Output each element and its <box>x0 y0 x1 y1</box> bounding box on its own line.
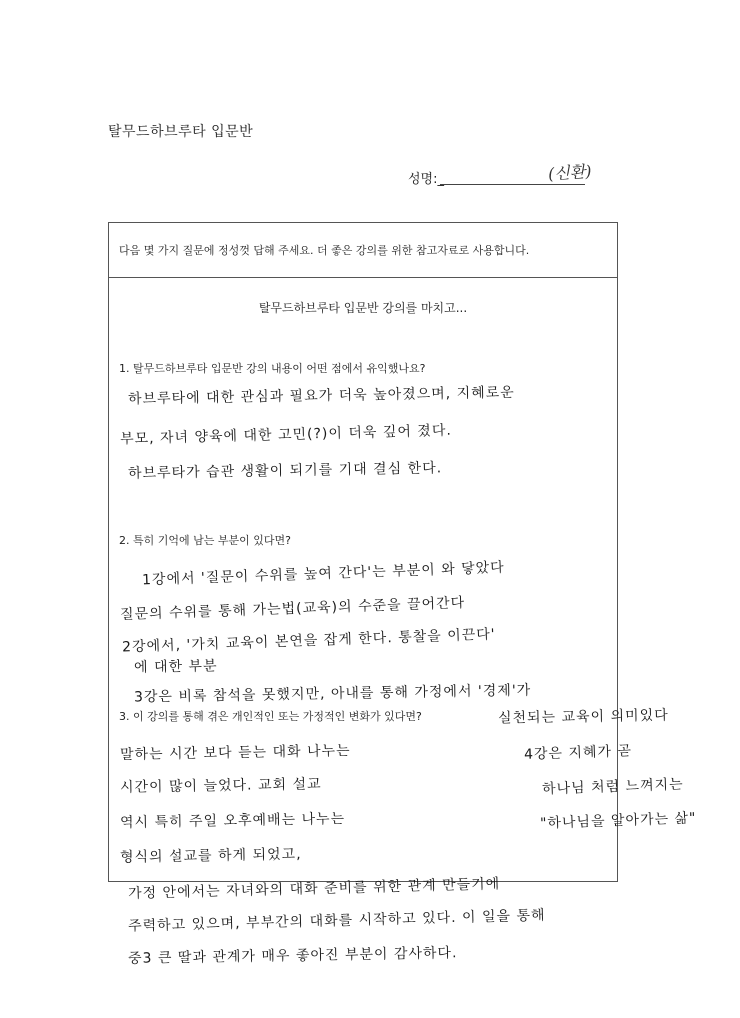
instructions: 다음 몇 가지 질문에 정성껏 답해 주세요. 더 좋은 강의를 위한 참고자료로 사용합니다. <box>109 223 617 278</box>
question-1: 1. 탈무드하브루타 입문반 강의 내용이 어떤 점에서 유익했나요? <box>119 362 426 375</box>
answer-3-line: 시간이 많이 늘었다. 교회 설교 <box>119 776 322 796</box>
page-title: 탈무드하브루타 입문반 <box>108 124 254 140</box>
side-note-line: "하나님을 알아가는 삶" <box>539 810 697 832</box>
answer-2-line: 질문의 수위를 통해 가는법(교육)의 수준을 끌어간다 <box>119 594 466 624</box>
name-line <box>440 184 585 185</box>
answer-2-line: 에 대한 부분 <box>133 658 218 676</box>
answer-1-line: 하브루타에 대한 관심과 필요가 더욱 높아졌으며, 지혜로운 <box>127 384 515 408</box>
answer-3-wide-line: 가정 안에서는 자녀와의 대화 준비를 위한 관계 만들기에 <box>127 876 501 902</box>
question-3: 3. 이 강의를 통해 겪은 개인적인 또는 가정적인 변화가 있다면? <box>119 710 422 723</box>
answer-2-line: 실천되는 교육이 의미있다 <box>497 707 669 727</box>
section-title: 탈무드하브루타 입문반 강의를 마치고... <box>258 301 468 315</box>
answer-3-wide-line: 주력하고 있으며, 부부간의 대화를 시작하고 있다. 이 일을 통해 <box>127 907 546 935</box>
answer-1-line: 하브루타가 습관 생활이 되기를 기대 결심 한다. <box>127 460 443 482</box>
answer-3-line: 말하는 시간 보다 듣는 대화 나누는 <box>119 742 351 764</box>
question-2: 2. 특히 기억에 남는 부분이 있다면? <box>119 534 291 547</box>
side-note-line: 4강은 지혜가 곧 <box>523 743 633 763</box>
answer-3-line: 형식의 설교를 하게 되었고, <box>119 846 302 866</box>
answer-2-line: 1강에서 '질문이 수위를 높여 간다'는 부분이 와 닿았다 <box>141 559 505 589</box>
side-note-line: 하나님 처럼 느껴지는 <box>541 776 684 798</box>
answer-2-line: 2강에서, '가치 교육이 본연을 잡게 한다. 통찰을 이끈다' <box>121 626 496 656</box>
answer-1-line: 부모, 자녀 양육에 대한 고민(?)이 더욱 깊어 졌다. <box>119 422 453 448</box>
name-label: 성명:_ <box>408 172 444 187</box>
answer-2-line: 3강은 비록 참석을 못했지만, 아내를 통해 가정에서 '경제'가 <box>133 682 532 706</box>
answer-3-line: 역시 특히 주일 오후예배는 나누는 <box>119 811 346 831</box>
signature: (신환) <box>547 161 593 184</box>
answer-3-wide-line: 중3 큰 딸과 관계가 매우 좋아진 부분이 감사하다. <box>127 945 458 967</box>
